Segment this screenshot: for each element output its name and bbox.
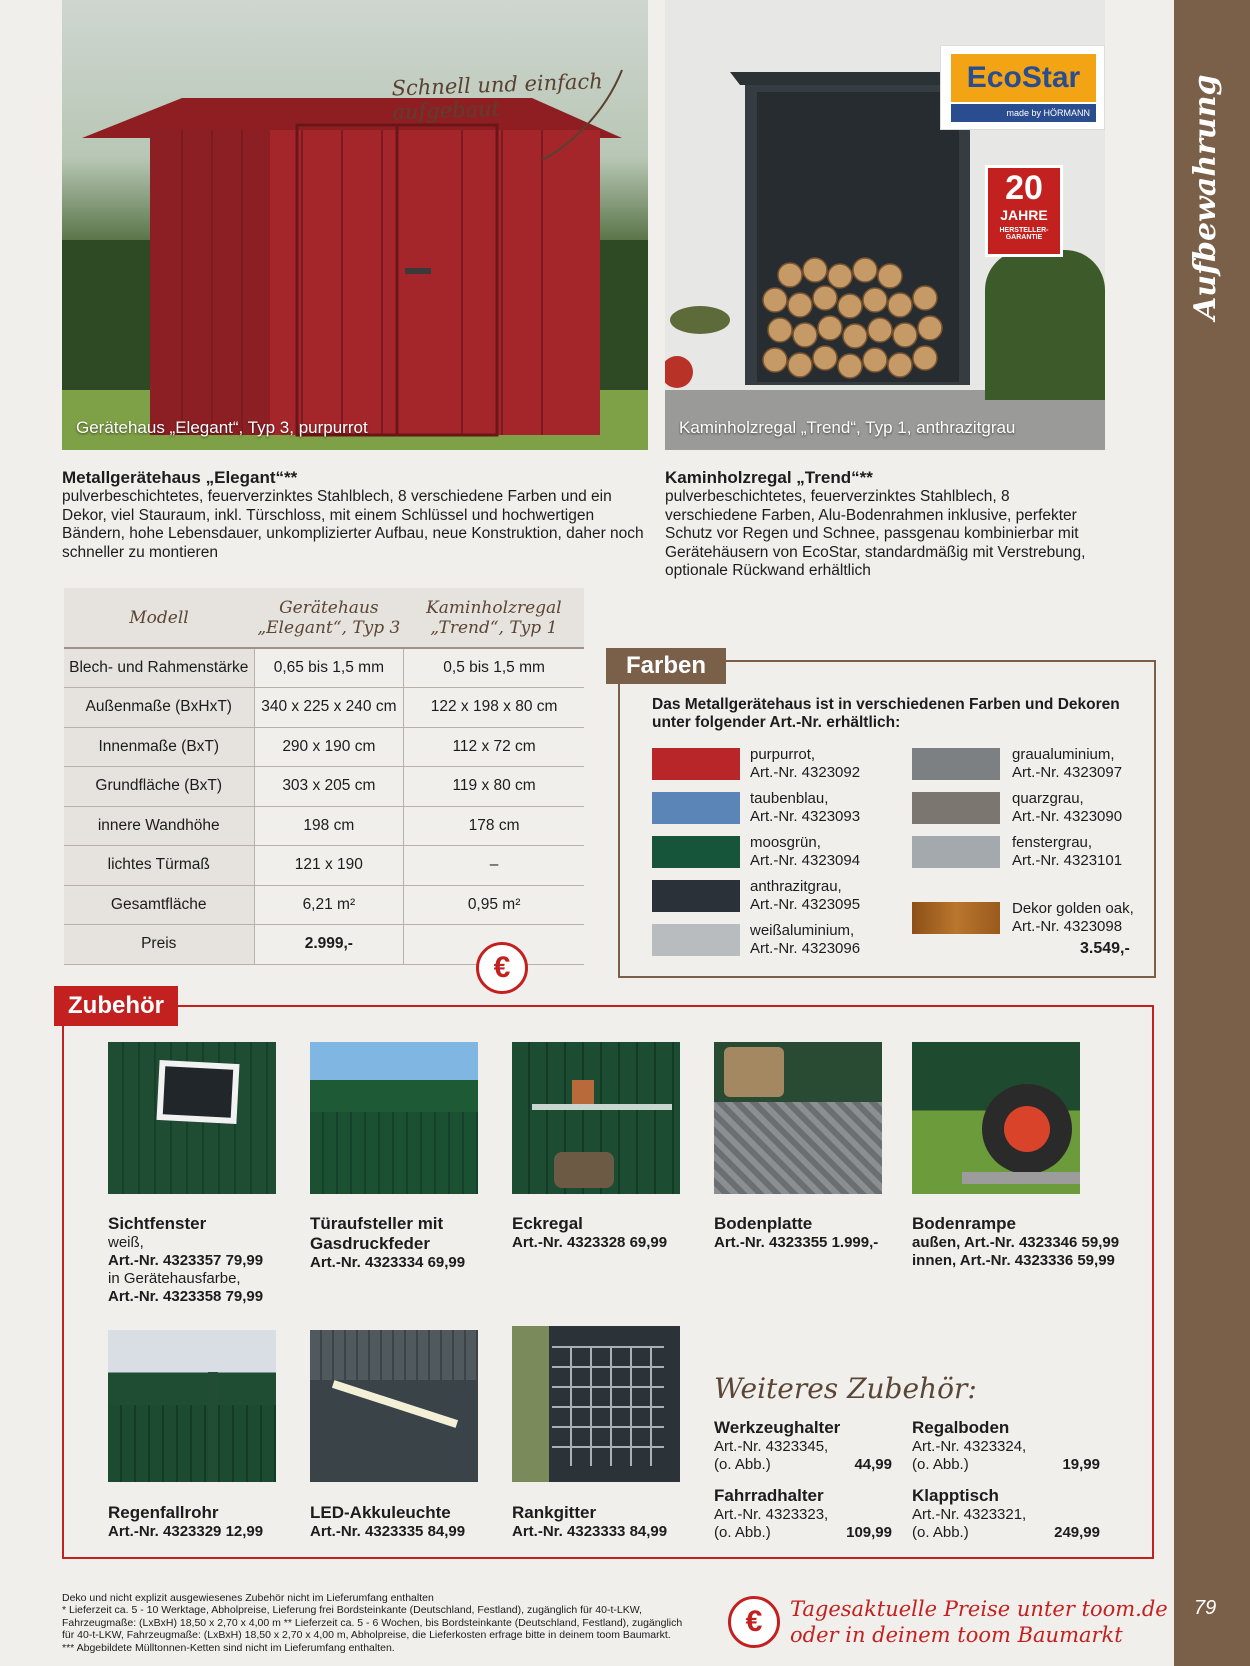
euro-badge-footer: € xyxy=(728,1596,780,1648)
color-option: moosgrün, Art.-Nr. 4323094 xyxy=(750,834,861,869)
item-regenfallrohr: Regenfallrohr Art.-Nr. 4323329 12,99 xyxy=(108,1503,264,1540)
cell: 178 cm xyxy=(404,806,584,846)
item-led-akkuleuchte: LED-Akkuleuchte Art.-Nr. 4323335 84,99 xyxy=(310,1503,466,1540)
row-label: lichtes Türmaß xyxy=(64,846,254,886)
table-header: Kaminholzregal „Trend“, Typ 1 xyxy=(404,588,584,648)
row-label: Außenmaße (BxHxT) xyxy=(64,688,254,728)
img-rankgitter xyxy=(512,1326,680,1482)
badge-sub: HERSTELLER-GARANTIE xyxy=(999,227,1049,241)
section-label: Aufbewahrung xyxy=(1188,74,1223,320)
table-header: Gerätehaus „Elegant“, Typ 3 xyxy=(254,588,404,648)
photo-caption: Kaminholzregal „Trend“, Typ 1, anthrazitgrau xyxy=(679,418,1016,437)
item-eckregal: Eckregal Art.-Nr. 4323328 69,99 xyxy=(512,1214,668,1251)
ecostar-logo xyxy=(940,45,1105,130)
guarantee-badge xyxy=(985,165,1063,257)
row-label: Blech- und Rahmenstärke xyxy=(64,648,254,688)
table-row xyxy=(64,767,584,807)
cell: 112 x 72 cm xyxy=(404,727,584,767)
table-header: Modell xyxy=(64,588,254,648)
item-bodenrampe: Bodenrampe außen, Art.-Nr. 4323346 59,99 innen, Art.-Nr. 4323336 59,99 xyxy=(912,1214,1120,1269)
shed-illustration xyxy=(62,0,648,450)
slogan: Tagesaktuelle Preise unter toom.de oder in deinem toom Baumarkt xyxy=(790,1597,1168,1647)
swatch xyxy=(912,792,1000,824)
right-product xyxy=(665,468,1095,581)
cell: 340 x 225 x 240 cm xyxy=(254,688,404,728)
cell: 119 x 80 cm xyxy=(404,767,584,807)
color-option: fenstergrau, Art.-Nr. 4323101 xyxy=(1012,834,1123,869)
brand-sub: made by HÖRMANN xyxy=(951,104,1096,122)
img-led-akkuleuchte xyxy=(310,1330,478,1482)
img-bodenrampe xyxy=(912,1042,1080,1194)
item-fahrradhalter: Fahrradhalter Art.-Nr. 4323323, (o. Abb.) 109,99 xyxy=(714,1486,892,1541)
swatch xyxy=(912,836,1000,868)
row-label: Preis xyxy=(64,925,254,965)
swatch xyxy=(912,748,1000,780)
item-klapptisch: Klapptisch Art.-Nr. 4323321, (o. Abb.) 249,99 xyxy=(912,1486,1100,1541)
item-bodenplatte: Bodenplatte Art.-Nr. 4323355 1.999,- xyxy=(714,1214,879,1251)
footnotes: Deko und nicht explizit ausgewiesenes Zubehör nicht im Lieferumfang enthalten * Lieferzeit ca. 5 - 10 Werktage, Abholpreise, Lieferung frei Bordsteinkante (Deutschland, Festland), zugänglich für 40-t-LKW, Fahrzeugmaße: (LxBxH) 18,50 x 2,70 x 4,00 m ** Lieferzeit ca. 5 - 6 Wochen, bis Bordsteinkante (Deutschland, Festland), zugänglich für 40-t-LKW, Fahrzeugmaße: (LxBxH) 18,50 x 2,70 x 4,00 m, Abholpreise, die Lieferkosten erfrage bitte in deinem toom Baumarkt. *** Abgebildete Mülltonnen-Ketten sind nicht im Lieferumfang enthalten. xyxy=(62,1592,683,1654)
row-label: Grundfläche (BxT) xyxy=(64,767,254,807)
product-desc: pulverbeschichtetes, feuerverzinktes Stahlblech, 8 verschiedene Farben, Alu-Bodenrahmen inklusive, perfekter Schutz vor Regen und Schnee, passgenau kombinierbar mit Gerätehäusern von EcoStar, standardmäßig mit Verstrebung, optionale Rückwand erhältlich xyxy=(665,488,1086,579)
spec-table xyxy=(64,588,584,965)
img-tueraufsteller xyxy=(310,1042,478,1194)
table-row xyxy=(64,727,584,767)
product-title: Metallgerätehaus „Elegant“** xyxy=(62,468,298,487)
table-header-row xyxy=(64,588,584,648)
cell: 0,65 bis 1,5 mm xyxy=(254,648,404,688)
euro-badge: € xyxy=(476,942,528,994)
side-band xyxy=(1174,0,1250,1666)
swatch xyxy=(912,902,1000,934)
price-cell: 2.999,- xyxy=(254,925,404,965)
img-regenfallrohr xyxy=(108,1330,276,1482)
swatch xyxy=(652,836,740,868)
cell: 0,5 bis 1,5 mm xyxy=(404,648,584,688)
cell: 0,95 m² xyxy=(404,885,584,925)
color-option: Dekor golden oak, Art.-Nr. 4323098 xyxy=(1012,900,1134,935)
swatch xyxy=(652,924,740,956)
left-product xyxy=(62,468,652,562)
item-rankgitter: Rankgitter Art.-Nr. 4323333 84,99 xyxy=(512,1503,668,1540)
farben-label: Farben xyxy=(606,648,726,684)
zubehoer-label: Zubehör xyxy=(54,986,178,1026)
item-sichtfenster: Sichtfenster weiß, Art.-Nr. 4323357 79,99 in Gerätehausfarbe, Art.-Nr. 4323358 79,99 xyxy=(108,1214,264,1305)
photo-caption: Gerätehaus „Elegant“, Typ 3, purpurrot xyxy=(76,418,368,437)
item-werkzeughalter: Werkzeughalter Art.-Nr. 4323345, (o. Abb.) 44,99 xyxy=(714,1418,892,1473)
cell: 290 x 190 cm xyxy=(254,727,404,767)
swatch xyxy=(652,792,740,824)
brand-name: EcoStar xyxy=(951,54,1096,102)
row-label: innere Wandhöhe xyxy=(64,806,254,846)
color-option: weißaluminium, Art.-Nr. 4323096 xyxy=(750,922,861,957)
img-eckregal xyxy=(512,1042,680,1194)
table-row xyxy=(64,648,584,688)
table-row xyxy=(64,846,584,886)
table-row xyxy=(64,885,584,925)
img-bodenplatte xyxy=(714,1042,882,1194)
swatch xyxy=(652,880,740,912)
cell: 121 x 190 xyxy=(254,846,404,886)
table-row xyxy=(64,688,584,728)
product-desc: pulverbeschichtetes, feuerverzinktes Stahlblech, 8 verschiedene Farben und ein Dekor, viel Stauraum, inkl. Türschloss, mit einem Schlüssel und hochwertigen Bändern, hohe Lebensdauer, unkomplizierter Aufbau, neue Konstruktion, daher noch schneller zu montieren xyxy=(62,488,644,561)
cell: 198 cm xyxy=(254,806,404,846)
item-regalboden: Regalboden Art.-Nr. 4323324, (o. Abb.) 19,99 xyxy=(912,1418,1100,1473)
color-option: taubenblau, Art.-Nr. 4323093 xyxy=(750,790,861,825)
color-option: anthrazitgrau, Art.-Nr. 4323095 xyxy=(750,878,861,913)
cell: 6,21 m² xyxy=(254,885,404,925)
color-option: purpurrot, Art.-Nr. 4323092 xyxy=(750,746,861,781)
swatch xyxy=(652,748,740,780)
cell: 303 x 205 cm xyxy=(254,767,404,807)
cell: 122 x 198 x 80 cm xyxy=(404,688,584,728)
farben-intro: Das Metallgerätehaus ist in verschiedenen Farben und Dekoren unter folgender Art.-Nr. erhältlich: xyxy=(652,696,1120,731)
row-label: Gesamtfläche xyxy=(64,885,254,925)
cell: – xyxy=(404,846,584,886)
row-label: Innenmaße (BxT) xyxy=(64,727,254,767)
farben-price: 3.549,- xyxy=(1080,940,1130,957)
color-option: quarzgrau, Art.-Nr. 4323090 xyxy=(1012,790,1123,825)
weiteres-title: Weiteres Zubehör: xyxy=(714,1372,977,1405)
img-sichtfenster xyxy=(108,1042,276,1194)
handwritten-note: Schnell und einfach aufgebaut xyxy=(391,69,604,125)
product-title: Kaminholzregal „Trend“** xyxy=(665,468,873,487)
table-row xyxy=(64,806,584,846)
color-option: graualuminium, Art.-Nr. 4323097 xyxy=(1012,746,1123,781)
item-tueraufsteller: Türaufsteller mit Gasdruckfeder Art.-Nr. 4323334 69,99 xyxy=(310,1214,466,1271)
page-number: 79 xyxy=(1194,1597,1217,1619)
badge-number: 20 xyxy=(1005,169,1043,207)
photo-elegant-shed xyxy=(62,0,648,450)
badge-word: JAHRE xyxy=(1000,207,1048,223)
